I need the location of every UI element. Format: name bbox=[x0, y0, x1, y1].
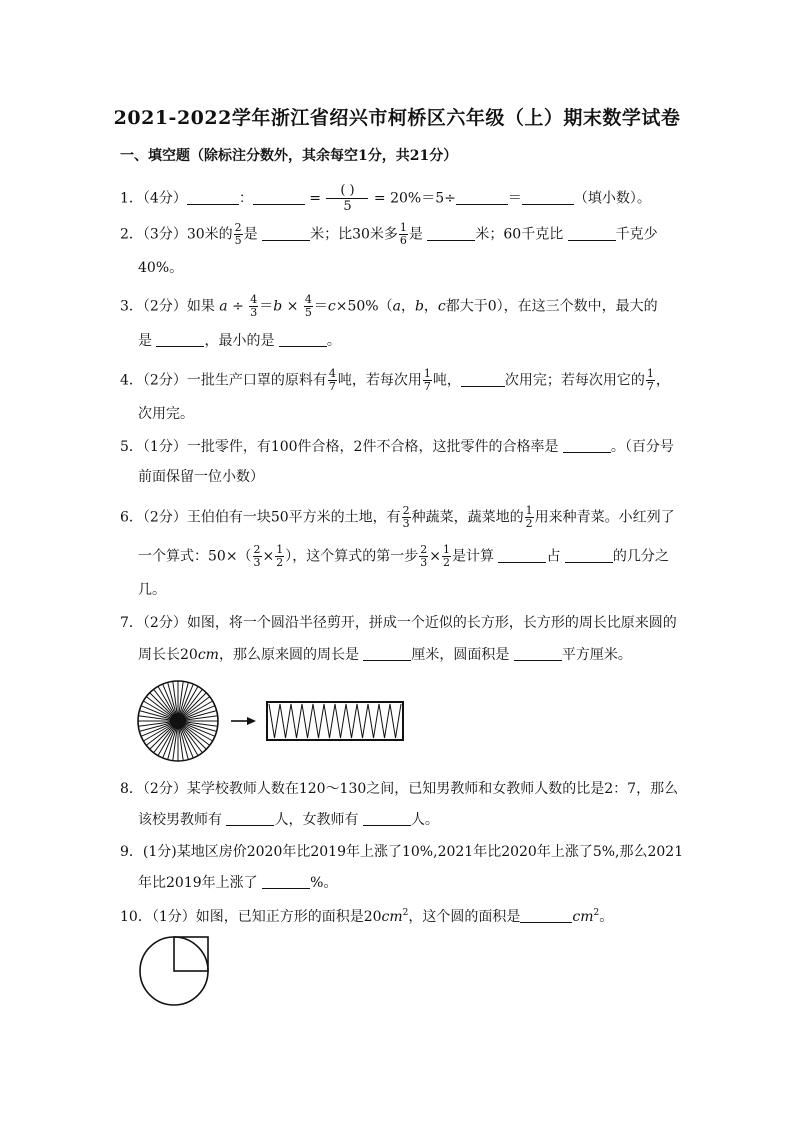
fraction: $\frac{2}{3}$ bbox=[402, 504, 410, 530]
fraction: $\frac{1}{7}$ bbox=[423, 367, 431, 393]
answer-blank[interactable] bbox=[563, 438, 611, 453]
answer-blank[interactable] bbox=[156, 332, 204, 347]
answer-blank[interactable] bbox=[279, 332, 327, 347]
question-9-line2: 年比2019年上涨了 %。 bbox=[138, 875, 338, 891]
page-title: 2021-2022学年浙江省绍兴市柯桥区六年级（上）期末数学试卷 bbox=[113, 107, 681, 129]
question-7: 7．（2分）如图，将一个圆沿半径剪开，拼成一个近似的长方形，长方形的周长比原来圆的 bbox=[120, 615, 677, 631]
answer-blank[interactable] bbox=[226, 811, 274, 826]
answer-blank[interactable] bbox=[498, 548, 546, 563]
question-10: 10．（1分）如图，已知正方形的面积是$20cm^2$，这个圆的面积是 $cm^2$。 bbox=[120, 908, 614, 925]
fraction: $\frac{1}{2}$ bbox=[525, 504, 533, 530]
answer-blank[interactable] bbox=[262, 874, 310, 889]
answer-blank[interactable] bbox=[363, 646, 411, 661]
question-6-line3: 几。 bbox=[138, 582, 166, 598]
answer-blank[interactable] bbox=[253, 190, 305, 205]
fraction: $\frac{1}{2}$ bbox=[443, 543, 451, 569]
question-5-cont: 前面保留一位小数） bbox=[138, 469, 264, 485]
question-6-line2: 一个算式：50×（ $\frac{2}{3}$ × $\frac{1}{2}$ ），这个算式的第一步 $\frac{2}{3}$ × $\frac{1}{2}$ 是计算 占 的几分之 bbox=[138, 543, 669, 569]
answer-blank[interactable] bbox=[456, 190, 508, 205]
section-heading: 一、填空题（除标注分数外，其余每空1分，共21分） bbox=[120, 148, 458, 164]
answer-blank[interactable] bbox=[514, 646, 562, 661]
question-8: 8．（2分）某学校教师人数在120～130之间，已知男教师和女教师人数的比是2：7，那么 bbox=[120, 781, 679, 797]
question-6: 6．（2分）王伯伯有一块50平方米的土地，有 $\frac{2}{3}$ 种蔬菜，蔬菜地的 $\frac{1}{2}$ 用来种青菜。小红列了 bbox=[120, 504, 675, 530]
question-8-line2: 该校男教师有 人，女教师有 人。 bbox=[138, 812, 439, 828]
circle-to-rectangle-figure bbox=[135, 678, 410, 764]
fraction: $\frac{4}{7}$ bbox=[328, 367, 336, 393]
answer-blank[interactable] bbox=[568, 226, 616, 241]
fraction: $\frac{2}{3}$ bbox=[253, 543, 261, 569]
answer-blank[interactable] bbox=[427, 226, 475, 241]
answer-blank[interactable] bbox=[520, 908, 572, 923]
fraction: $\frac{4}{5}$ bbox=[304, 293, 312, 319]
question-4: 4．（2分）一批生产口罩的原料有 $\frac{4}{7}$ 吨，若每次用 $\frac{1}{7}$ 吨， 次用完；若每次用它的 $\frac{1}{7}$ ， bbox=[120, 367, 670, 393]
fraction: $\frac{2}{5}$ bbox=[234, 221, 242, 247]
question-9: 9．(1分)某地区房价2020年比2019年上涨了10%,2021年比2020年上涨了5%,那么2021 bbox=[120, 844, 684, 860]
question-2: 2．（3分）30米的 $\frac{2}{5}$ 是 米；比30米多 $\frac{1}{6}$ 是 米；60千克比 千克少 bbox=[120, 221, 658, 247]
question-5: 5．（1分）一批零件，有100件合格，2件不合格，这批零件的合格率是 。（百分号 bbox=[120, 439, 674, 455]
answer-blank[interactable] bbox=[565, 548, 613, 563]
answer-blank[interactable] bbox=[262, 226, 310, 241]
question-1: 1．（4分） ： = $\frac{( )}{5}$ = 20%＝5÷ ＝ （填小数）。 bbox=[120, 183, 651, 214]
question-3: 3．（2分）如果 a ÷ $\frac{4}{3}$ ＝b × $\frac{4}{5}$ ＝c×50%（a，b，c都大于0），在这三个数中，最大的 bbox=[120, 293, 658, 319]
question-4-cont: 次用完。 bbox=[138, 406, 194, 422]
fraction: $\frac{2}{3}$ bbox=[420, 543, 428, 569]
question-7-line2: 周长长20cm，那么原来圆的周长是 厘米，圆面积是 平方厘米。 bbox=[138, 647, 632, 663]
question-3-cont: 是 ，最小的是 。 bbox=[138, 333, 341, 349]
fraction: $\frac{( )}{5}$ bbox=[326, 183, 368, 214]
circle-square-figure bbox=[136, 935, 212, 1009]
fraction: $\frac{4}{3}$ bbox=[250, 293, 258, 319]
answer-blank[interactable] bbox=[461, 372, 505, 387]
approximate-rectangle bbox=[267, 702, 403, 740]
fraction: $\frac{1}{6}$ bbox=[399, 221, 407, 247]
question-2-cont: 40%。 bbox=[138, 260, 184, 276]
answer-blank[interactable] bbox=[363, 811, 411, 826]
fraction: $\frac{1}{2}$ bbox=[276, 543, 284, 569]
answer-blank[interactable] bbox=[522, 190, 574, 205]
fraction: $\frac{1}{7}$ bbox=[646, 367, 654, 393]
answer-blank[interactable] bbox=[187, 190, 239, 205]
